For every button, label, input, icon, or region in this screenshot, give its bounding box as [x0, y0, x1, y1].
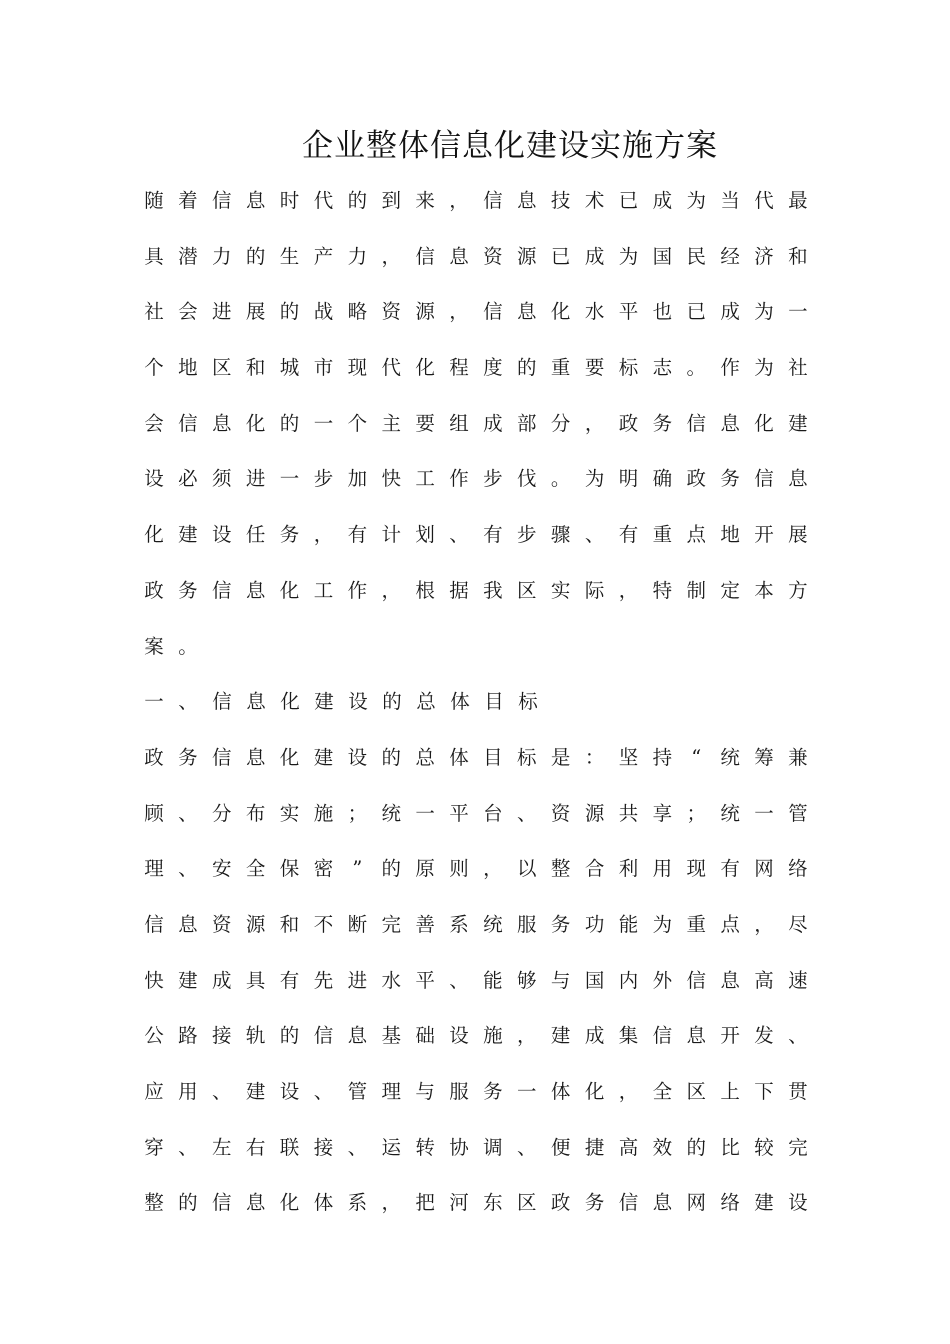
document-title: 企业整体信息化建设实施方案 — [302, 128, 718, 164]
paragraph-line: 穿 、 左 右 联 接 、 运 转 协 调 、 便 捷 高 效 的 比 较 完 — [144, 1135, 808, 1159]
section-heading: 一 、 信 息 化 建 设 的 总 体 目 标 — [144, 690, 538, 714]
paragraph-line: 顾 、 分 布 实 施 ； 统 一 平 台 、 资 源 共 享 ； 统 一 管 — [144, 801, 808, 825]
paragraph-line: 信 息 资 源 和 不 断 完 善 系 统 服 务 功 能 为 重 点 ， 尽 — [144, 912, 808, 936]
paragraph-line: 随 着 信 息 时 代 的 到 来 ， 信 息 技 术 已 成 为 当 代 最 — [144, 189, 808, 212]
paragraph-line: 化 建 设 任 务 ， 有 计 划 、 有 步 骤 、 有 重 点 地 开 展 — [144, 523, 808, 547]
paragraph-line: 具 潜 力 的 生 产 力 ， 信 息 资 源 已 成 为 国 民 经 济 和 — [144, 244, 808, 268]
paragraph-line: 个 地 区 和 城 市 现 代 化 程 度 的 重 要 标 志 。 作 为 社 — [144, 356, 808, 380]
document-body — [143, 180, 813, 1238]
paragraph-line: 案 。 — [144, 634, 198, 658]
paragraph-line: 政 务 信 息 化 建 设 的 总 体 目 标 是 ： 坚 持 “ 统 筹 兼 — [144, 745, 808, 769]
paragraph-line: 应 用 、 建 设 、 管 理 与 服 务 一 体 化 ， 全 区 上 下 贯 — [144, 1080, 808, 1103]
paragraph-line: 整 的 信 息 化 体 系 ， 把 河 东 区 政 务 信 息 网 络 建 设 — [144, 1191, 808, 1215]
paragraph-line: 理 、 安 全 保 密 ” 的 原 则 ， 以 整 合 利 用 现 有 网 络 — [144, 857, 808, 881]
paragraph-line: 会 信 息 化 的 一 个 主 要 组 成 部 分 ， 政 务 信 息 化 建 — [144, 411, 808, 435]
paragraph-line: 设 必 须 进 一 步 加 快 工 作 步 伐 。 为 明 确 政 务 信 息 — [144, 467, 808, 491]
paragraph-line: 快 建 成 具 有 先 进 水 平 、 能 够 与 国 内 外 信 息 高 速 — [144, 968, 808, 992]
paragraph-line: 政 务 信 息 化 工 作 ， 根 据 我 区 实 际 ， 特 制 定 本 方 — [144, 578, 808, 602]
paragraph-line: 社 会 进 展 的 战 略 资 源 ， 信 息 化 水 平 也 已 成 为 一 — [144, 300, 808, 324]
paragraph-line: 公 路 接 轨 的 信 息 基 础 设 施 ， 建 成 集 信 息 开 发 、 — [144, 1024, 808, 1048]
